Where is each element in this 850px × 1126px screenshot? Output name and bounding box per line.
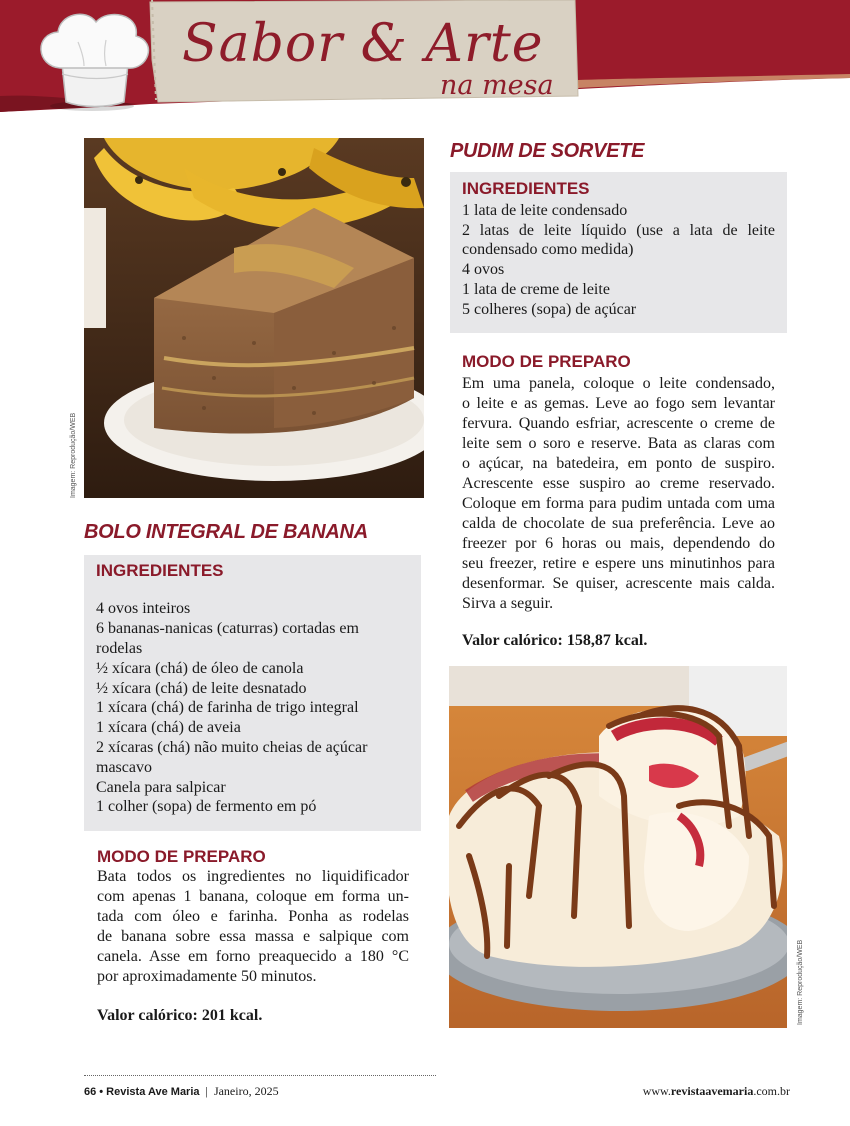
ingredient-line: 2 xícaras (chá) não muito cheias de açúcar	[96, 739, 368, 756]
method-line: fervura. Quando esfriar, acrescente o creme de	[462, 415, 775, 432]
page-number: 66	[84, 1086, 97, 1098]
method-line: Em uma panela, coloque o leite condensado,	[462, 375, 775, 392]
method-line: freezer por 6 horas ou mais, dependendo do	[462, 535, 775, 552]
url-prefix: www.	[642, 1084, 671, 1098]
url-domain: revistaavemaria	[670, 1084, 754, 1098]
method-line: o açúcar, na batedeira, em ponto de suspiro.	[462, 455, 775, 472]
ingredient-line: 5 colheres (sopa) de açúcar	[462, 301, 637, 318]
method-heading-1: MODO DE PREPARO	[97, 847, 266, 866]
method-line: Bata todos os ingredientes no liquidificador	[97, 868, 409, 885]
method-line: o leite e as gemas. Leve ao fogo sem levantar	[462, 395, 775, 412]
ingredients-heading-2: INGREDIENTES	[462, 179, 590, 198]
ingredient-line: mascavo	[96, 759, 152, 776]
ingredient-line: 1 lata de creme de leite	[462, 281, 610, 298]
banana-cake-photo	[84, 138, 424, 498]
photo-credit-2: Imagem: Reprodução/WEB	[797, 939, 804, 1025]
footer-url[interactable]	[643, 1084, 790, 1099]
ingredient-line: 4 ovos inteiros	[96, 600, 191, 617]
ingredient-line: 4 ovos	[462, 261, 505, 278]
method-line: Sirva a seguir.	[462, 595, 554, 612]
footer-rule	[84, 1075, 436, 1076]
method-line: de banana sobre essa massa e salpique com	[97, 928, 409, 945]
method-line: canela. Asse em forno preaquecido a 180 °C	[97, 948, 409, 965]
ingredient-line: 2 latas de leite líquido (use a lata de leite	[462, 222, 775, 239]
method-line: por aproximadamente 50 minutos.	[97, 968, 317, 985]
footer-page-info: 66 • Revista Ave Maria | Janeiro, 2025	[84, 1084, 279, 1098]
footer-separator: |	[205, 1084, 208, 1098]
recipe-title-banana-cake: BOLO INTEGRAL DE BANANA	[84, 521, 368, 543]
ice-cream-pudding-photo	[449, 666, 787, 1028]
calories-1: Valor calórico: 201 kcal.	[97, 1007, 263, 1024]
method-heading-2: MODO DE PREPARO	[462, 352, 631, 371]
magazine-name: Revista Ave Maria	[106, 1086, 200, 1098]
header-banner	[0, 0, 850, 112]
photo-credit-1: Imagem: Reprodução/WEB	[70, 412, 77, 498]
ingredient-line: Canela para salpicar	[96, 779, 226, 796]
method-text-1	[97, 867, 409, 987]
recipe-title-ice-cream-pudding: PUDIM DE SORVETE	[450, 140, 645, 162]
ingredient-line: rodelas	[96, 640, 143, 657]
method-line: desenformar. Se quiser, acrescente mais calda.	[462, 575, 775, 592]
ingredient-line: 1 xícara (chá) de aveia	[96, 719, 241, 736]
ingredient-line: 6 bananas-nanicas (caturras) cortadas em	[96, 620, 359, 637]
method-line: seu freezer, retire e espere uns minutinhos para	[462, 555, 775, 572]
calories-2: Valor calórico: 158,87 kcal.	[462, 632, 648, 649]
method-line: leite sem o soro e reserve. Bata as claras com	[462, 435, 775, 452]
method-line: Acrescente esse suspiro ao creme reservado.	[462, 475, 775, 492]
chef-hat-icon	[22, 4, 162, 112]
ingredient-line: ½ xícara (chá) de leite desnatado	[96, 680, 307, 697]
ingredient-line-wrapped	[462, 221, 775, 241]
ingredients-heading-1: INGREDIENTES	[96, 561, 224, 580]
method-line: calda de chocolate de sua preferência. Leve ao	[462, 515, 775, 532]
section-title: Sabor & Arte	[182, 14, 544, 74]
issue-date: Janeiro, 2025	[213, 1084, 279, 1098]
ingredient-line: 1 xícara (chá) de farinha de trigo integral	[96, 699, 359, 716]
method-text-2	[462, 374, 775, 614]
ingredient-line: ½ xícara (chá) de óleo de canola	[96, 660, 304, 677]
method-line: tada com óleo e farinha. Ponha as rodelas	[97, 908, 409, 925]
ingredient-line: condensado como medida)	[462, 241, 634, 258]
ingredient-line: 1 colher (sopa) de fermento em pó	[96, 798, 317, 815]
section-subtitle: na mesa	[440, 70, 554, 101]
url-suffix: .com.br	[753, 1084, 790, 1098]
method-line: Coloque em forma para pudim untada com uma	[462, 495, 775, 512]
method-line: com apenas 1 banana, coloque em forma un-	[97, 888, 409, 905]
ingredient-line: 1 lata de leite condensado	[462, 202, 628, 219]
